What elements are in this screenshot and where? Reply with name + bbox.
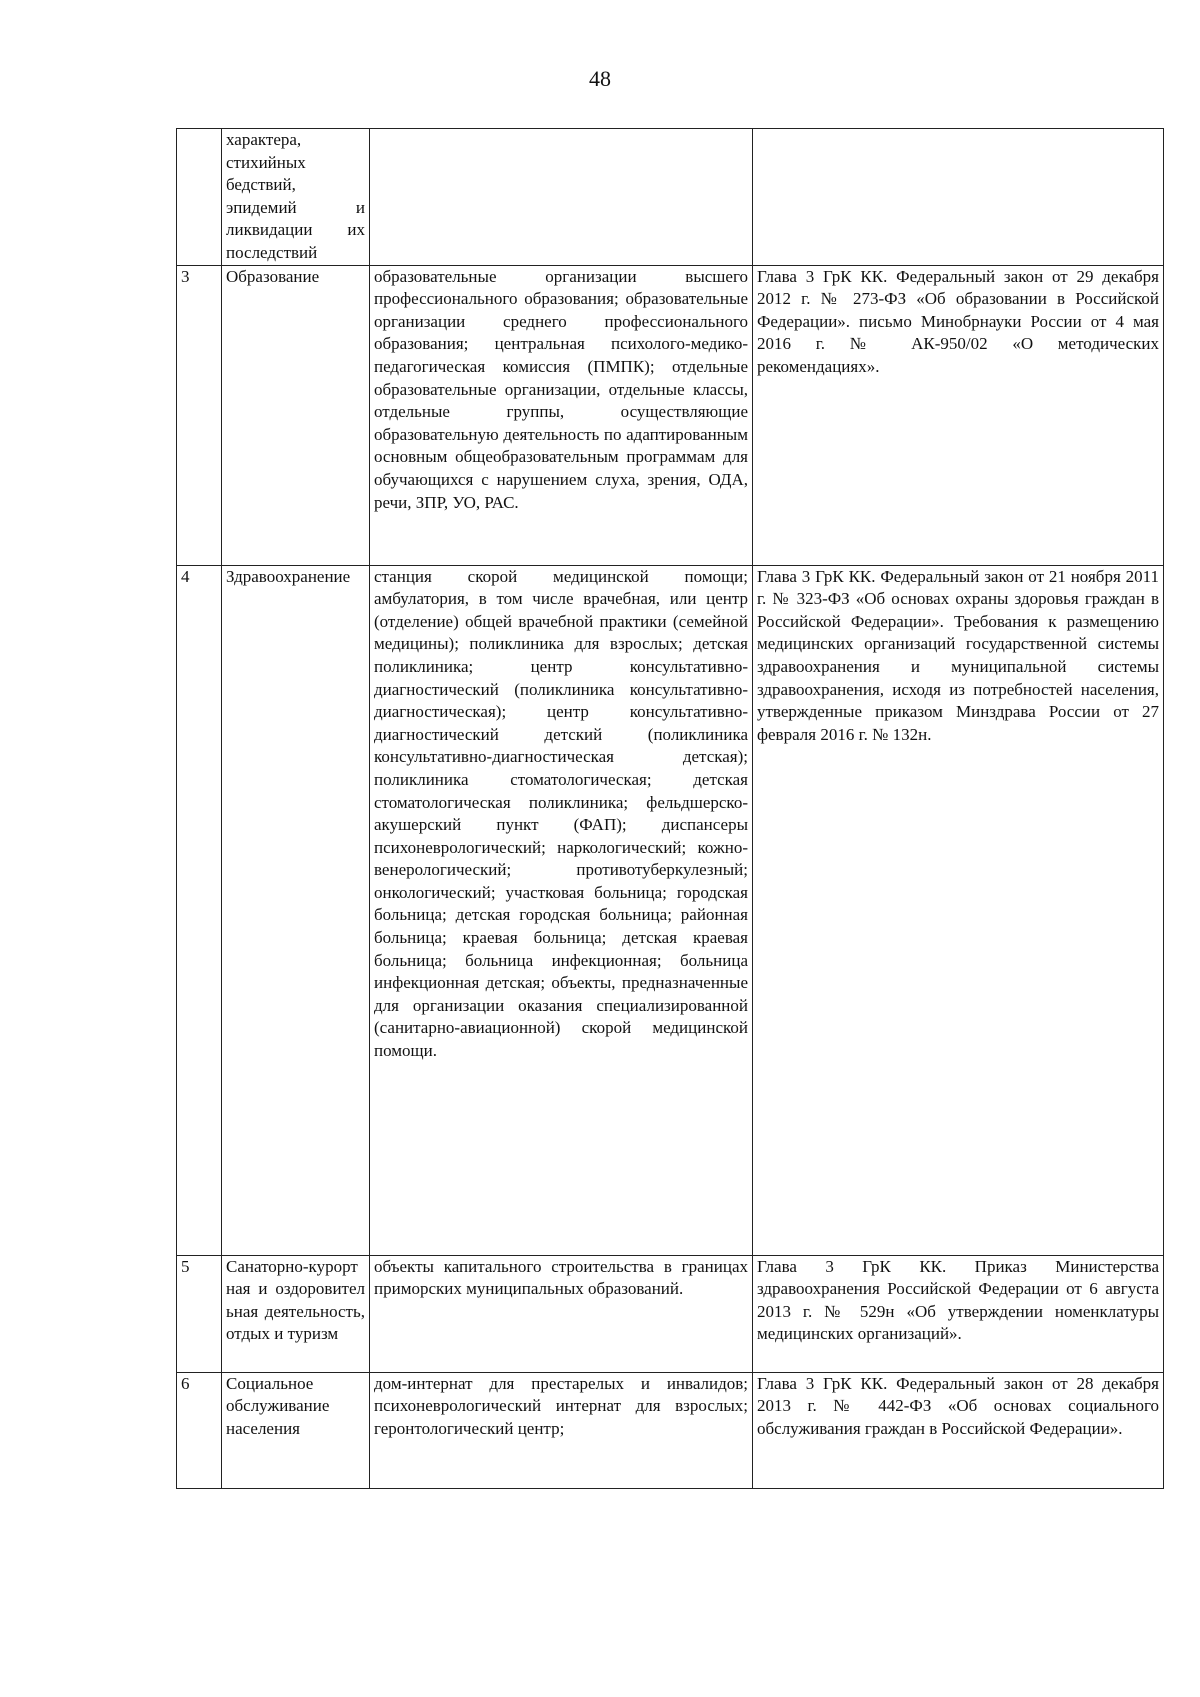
legal-basis: Глава 3 ГрК КК. Федеральный закон от 28 декабря 2013 г. № 442-ФЗ «Об основах социального обслуживания граждан в Российской Федерации». <box>753 1372 1164 1488</box>
row-number: 3 <box>177 265 222 565</box>
table-row <box>177 129 1164 266</box>
table-row <box>177 1372 1164 1488</box>
activity-name: Санаторно-курортная и оздоровительная деятельность, отдых и туризм <box>222 1255 370 1372</box>
page-number: 48 <box>589 66 611 91</box>
legal-basis: Глава 3 ГрК КК. Федеральный закон от 29 декабря 2012 г. № 273-ФЗ «Об образовании в Российской Федерации». письмо Минобрнауки России от 4 мая 2016 г. № АК-950/02 «О методических рекомендациях». <box>753 265 1164 565</box>
row-number: 5 <box>177 1255 222 1372</box>
objects-list: дом-интернат для престарелых и инвалидов; психоневрологический интернат для взрослых; геронтологический центр; <box>370 1372 753 1488</box>
table-row <box>177 1255 1164 1372</box>
objects-list: станция скорой медицинской помощи; амбулатория, в том числе врачебная, или центр (отделение) общей врачебной практики (семейной медицины); поликлиника для взрослых; детская поликлиника; центр консультативно-диагностический (поликлиника консультативно-диагностическая); центр консультативно-диагностический детский (поликлиника консультативно-диагностическая детская); поликлиника стоматологическая; детская стоматологическая поликлиника; фельдшерско-акушерский пункт (ФАП); диспансеры психоневрологический; наркологический; кожно-венерологический; противотуберкулезный; онкологический; участковая больница; городская больница; детская городская больница; районная больница; краевая больница; детская краевая больница; больница инфекционная; больница инфекционная детская; объекты, предназначенные для организации оказания специализированной (санитарно-авиационной) скорой медицинской помощи. <box>370 565 753 1255</box>
table-row <box>177 265 1164 565</box>
document-table <box>176 128 1164 1489</box>
legal-basis: Глава 3 ГрК КК. Федеральный закон от 21 ноября 2011 г. № 323-ФЗ «Об основах охраны здоровья граждан в Российской Федерации». Требования к размещению медицинских организаций государственной системы здравоохранения и муниципальной системы здравоохранения, исходя из потребностей населения, утвержденные приказом Минздрава России от 27 февраля 2016 г. № 132н. <box>753 565 1164 1255</box>
legal-basis <box>753 129 1164 266</box>
row-number: 6 <box>177 1372 222 1488</box>
activity-name: характера, стихийных бедствий, эпидемий и ликвидации их последствий <box>222 129 370 266</box>
row-number: 4 <box>177 565 222 1255</box>
legal-basis: Глава 3 ГрК КК. Приказ Министерства здравоохранения Российской Федерации от 6 августа 2013 г. № 529н «Об утверждении номенклатуры медицинских организаций». <box>753 1255 1164 1372</box>
objects-list: образовательные организации высшего профессионального образования; образовательные организации среднего профессионального образования; центральная психолого-медико-педагогическая комиссия (ПМПК); отдельные образовательные организации, отдельные классы, отдельные группы, осуществляющие образовательную деятельность по адаптированным основным общеобразовательным программам для обучающихся с нарушением слуха, зрения, ОДА, речи, ЗПР, УО, РАС. <box>370 265 753 565</box>
activity-name: Образование <box>222 265 370 565</box>
objects-list: объекты капитального строительства в границах приморских муниципальных образований. <box>370 1255 753 1372</box>
objects-list <box>370 129 753 266</box>
activity-name: Здравоохранение <box>222 565 370 1255</box>
activity-name: Социальное обслуживание населения <box>222 1372 370 1488</box>
row-number <box>177 129 222 266</box>
table-row <box>177 565 1164 1255</box>
